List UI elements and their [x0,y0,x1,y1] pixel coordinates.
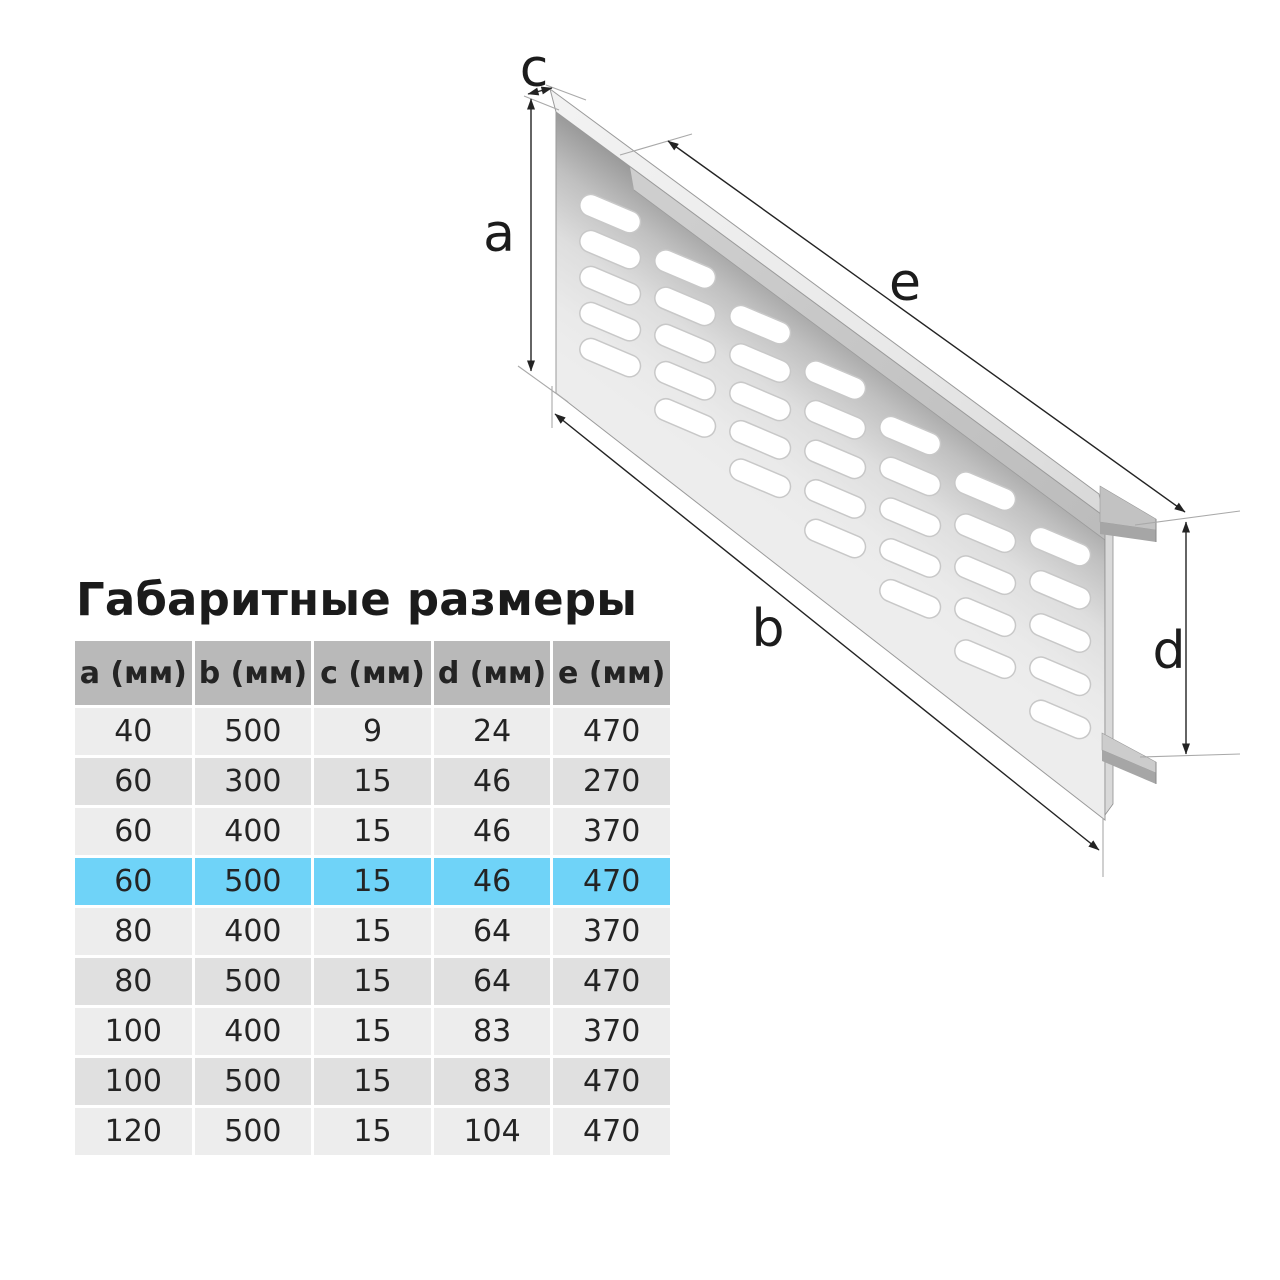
table-row: 40 500 9 24 470 [75,708,670,755]
col-header-b: b (мм) [195,641,312,705]
dim-label-b: b [751,599,785,659]
ext-line-e-start [620,134,692,155]
col-header-c: c (мм) [314,641,431,705]
table-row: 80 400 15 64 370 [75,908,670,955]
table-row-highlighted: 60 500 15 46 470 [75,858,670,905]
dim-label-c: c [519,39,549,99]
page-title: Габаритные размеры [76,573,638,626]
col-header-d: d (мм) [434,641,551,705]
dim-label-d: d [1152,621,1186,681]
dim-label-a: a [483,204,515,264]
col-header-a: a (мм) [75,641,192,705]
ext-line-d-bottom [1140,754,1240,757]
grille-right-edge [1105,511,1113,815]
table-row: 100 500 15 83 470 [75,1058,670,1105]
col-header-e: e (мм) [553,641,670,705]
table-row: 80 500 15 64 470 [75,958,670,1005]
table-row: 60 300 15 46 270 [75,758,670,805]
table-row: 60 400 15 46 370 [75,808,670,855]
dimensions-table [72,638,673,1158]
table-row: 120 500 15 104 470 [75,1108,670,1155]
table-row: 100 400 15 83 370 [75,1008,670,1055]
dimensions-section [72,573,673,1158]
table-header [75,641,670,705]
dim-label-e: e [889,253,921,313]
